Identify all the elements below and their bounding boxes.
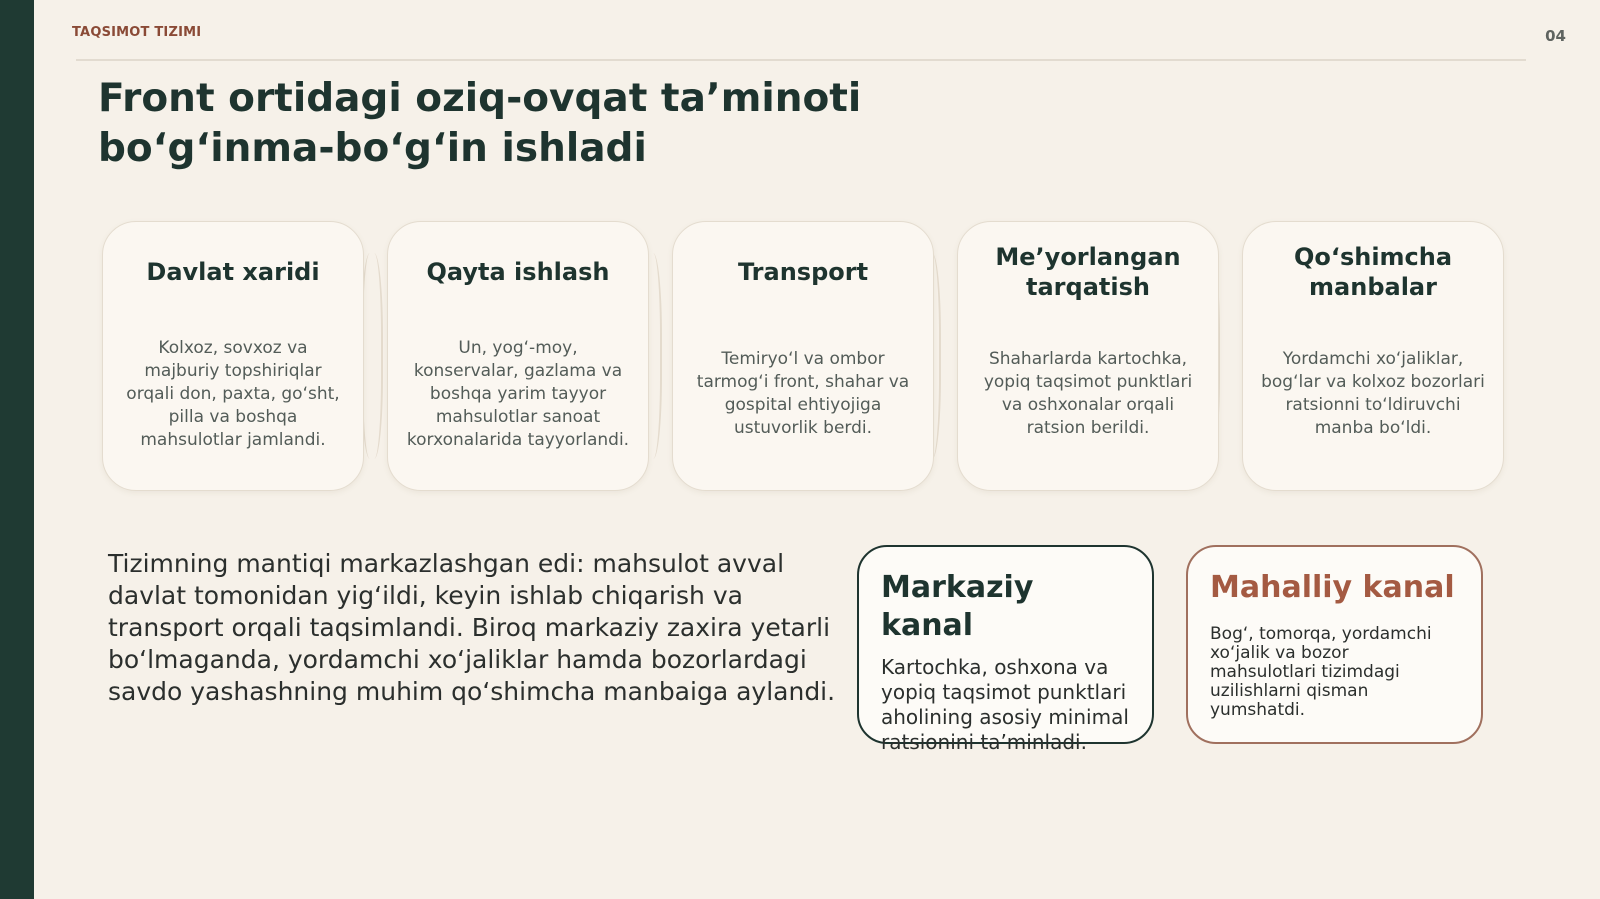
- step-title: Davlat xaridi: [146, 258, 320, 286]
- central-channel-card: [857, 545, 1154, 754]
- header-divider: [76, 59, 1526, 61]
- page-title: Front ortidagi oziq-ovqat ta’minoti bo‘g‘inma-bo‘g‘in ishladi: [98, 76, 862, 171]
- step-connector: [361, 253, 383, 459]
- step-title: Qo‘shimcha manbalar: [1293, 243, 1453, 301]
- step-card-rationed-distribution: [957, 221, 1219, 491]
- step-description: Kolxoz, sovxoz va majburiy topshiriqlar orqali don, paxta, go‘sht, pilla va boshqa mahsulotlar jamlandi.: [126, 337, 340, 450]
- step-description: Yordamchi xo‘jaliklar, bog‘lar va kolxoz bozorlari ratsionni to‘ldiruvchi manba bo‘ldi.: [1261, 349, 1485, 438]
- step-description: Shaharlarda kartochka, yopiq taqsimot punktlari va oshxonalar orqali ratsion berildi.: [983, 349, 1193, 438]
- step-title: Transport: [737, 258, 869, 286]
- summary-paragraph: Tizimning mantiqi markazlashgan edi: mahsulot avval davlat tomonidan yig‘ildi, keyin ishlab chiqarish va transport orqali taqsimlandi. Biroq markaziy zaxira yetarli bo‘lmaganda, yordamchi xo‘jaliklar hamda bozorlardagi savdo yashashning muhim qo‘shimcha manbaiga aylandi.: [108, 549, 836, 706]
- step-card-procurement: [102, 221, 364, 491]
- step-description: Temiryo‘l va ombor tarmog‘i front, shahar va gospital ehtiyojiga ustuvorlik berdi.: [696, 349, 910, 438]
- channel-description: Bog‘, tomorqa, yordamchi xo‘jalik va bozor mahsulotlari tizimdagi uzilishlarni qisman yumshatdi.: [1210, 624, 1432, 720]
- local-channel-card: [1186, 545, 1483, 744]
- process-steps: [102, 221, 1504, 491]
- channel-title: Markaziy kanal: [881, 570, 1034, 643]
- step-title: Qayta ishlash: [426, 258, 610, 286]
- channel-title: Mahalliy kanal: [1210, 570, 1455, 605]
- page-number: 04: [1545, 27, 1566, 45]
- step-title: Me’yorlangan tarqatish: [995, 243, 1181, 301]
- side-accent-bar: [0, 0, 34, 899]
- step-card-processing: [387, 221, 649, 491]
- step-description: Un, yog‘-moy, konservalar, gazlama va boshqa yarim tayyor mahsulotlar sanoat korxonalarida tayyorlandi.: [406, 337, 630, 450]
- channel-description: Kartochka, oshxona va yopiq taqsimot punktlari aholining asosiy minimal ratsionini ta’minladi.: [881, 655, 1129, 754]
- section-label: TAQSIMOT TIZIMI: [72, 25, 202, 40]
- step-card-additional-sources: [1242, 221, 1504, 491]
- step-card-transport: [672, 221, 934, 491]
